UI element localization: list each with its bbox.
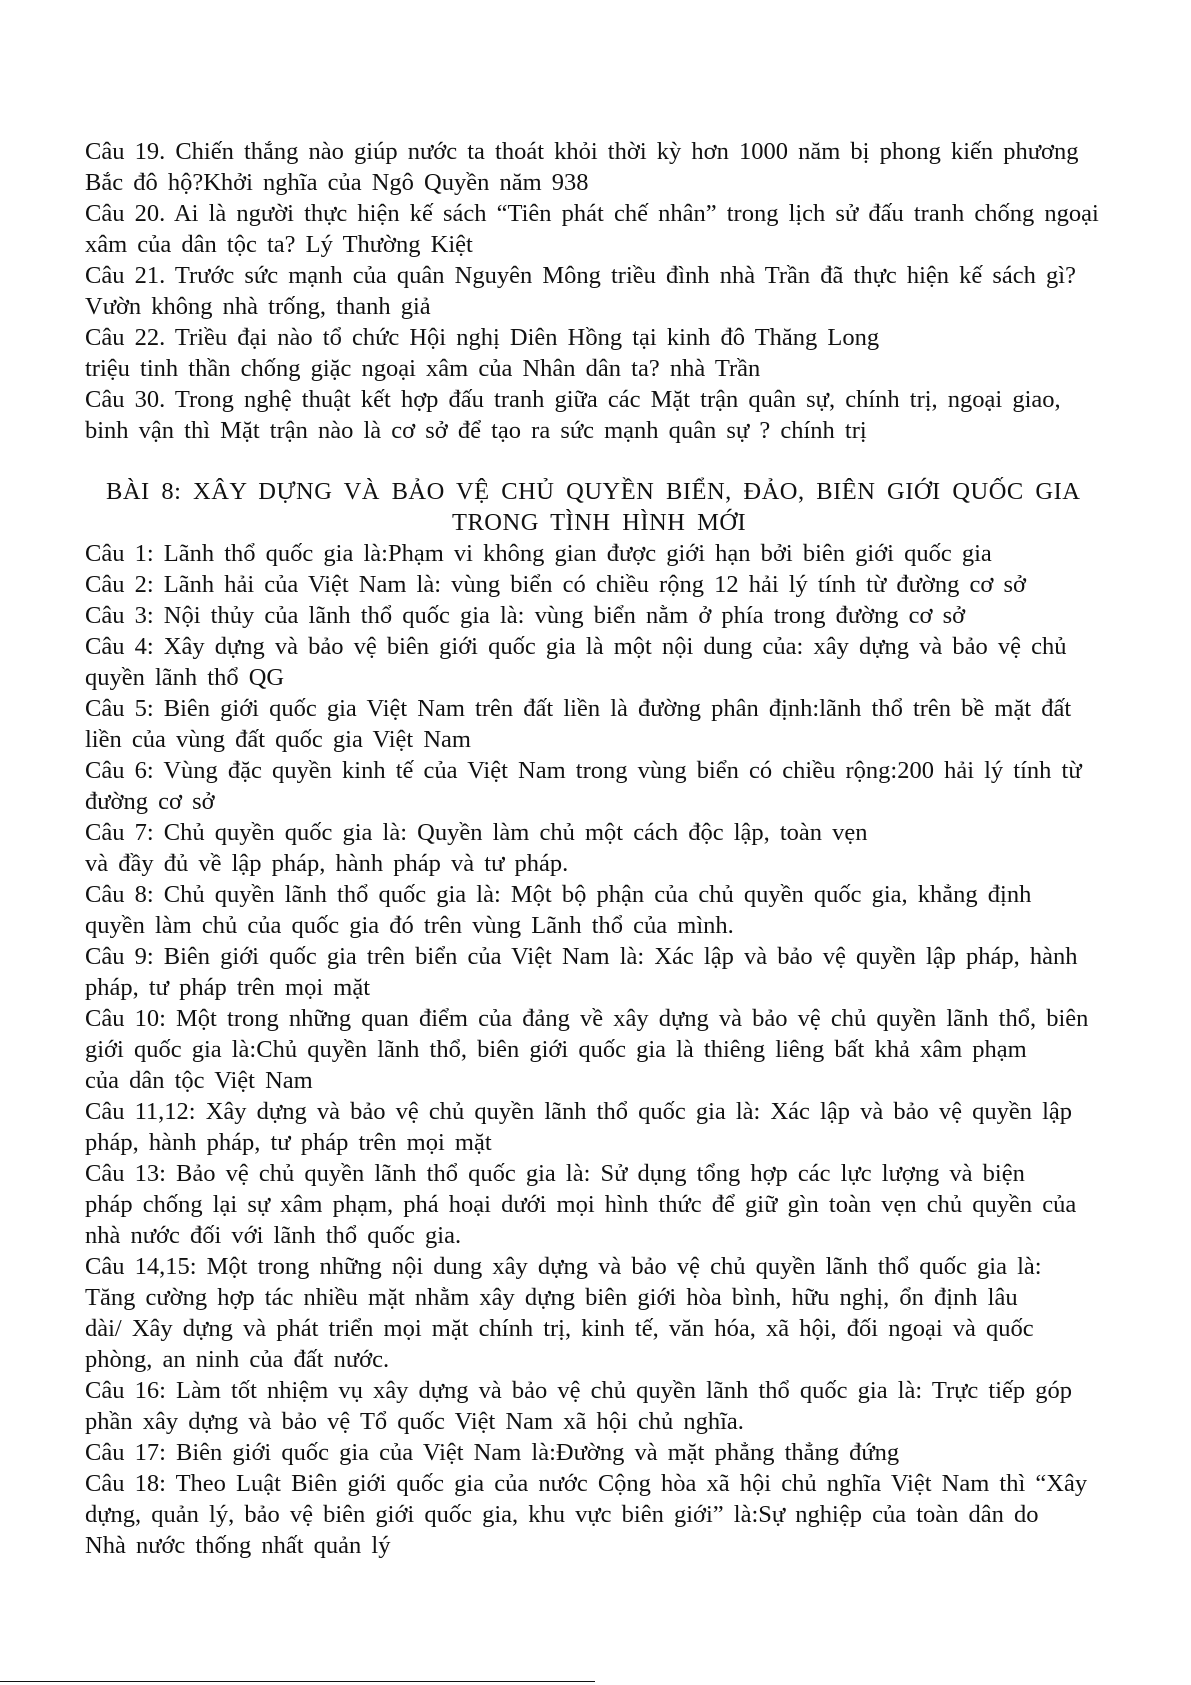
text-line: dài/ Xây dựng và phát triển mọi mặt chính trị, kinh tế, văn hóa, xã hội, đối ngoại và quốc — [85, 1315, 1034, 1342]
text-line: Câu 17: Biên giới quốc gia của Việt Nam là:Đường và mặt phẳng thẳng đứng — [85, 1439, 900, 1466]
text-line: pháp, tư pháp trên mọi mặt — [85, 974, 371, 1001]
text-line: Câu 21. Trước sức mạnh của quân Nguyên Mông triều đình nhà Trần đã thực hiện kế sách gì? — [85, 262, 1076, 289]
text-line: dựng, quản lý, bảo vệ biên giới quốc gia, khu vực biên giới” là:Sự nghiệp của toàn dân do — [85, 1501, 1039, 1528]
text-line: pháp chống lại sự xâm phạm, phá hoại dưới mọi hình thức để giữ gìn toàn vẹn chủ quyền của — [85, 1191, 1077, 1218]
text-line: Nhà nước thống nhất quản lý — [85, 1532, 391, 1559]
text-line: phần xây dựng và bảo vệ Tổ quốc Việt Nam xã hội chủ nghĩa. — [85, 1408, 744, 1435]
text-line: và đầy đủ về lập pháp, hành pháp và tư pháp. — [85, 850, 569, 877]
text-line: Câu 18: Theo Luật Biên giới quốc gia của nước Cộng hòa xã hội chủ nghĩa Việt Nam thì “Xây — [85, 1470, 1088, 1497]
section-heading — [85, 476, 1191, 538]
text-line: Câu 4: Xây dựng và bảo vệ biên giới quốc gia là một nội dung của: xây dựng và bảo vệ chủ — [85, 633, 1067, 660]
text-line: Vườn không nhà trống, thanh giả — [85, 293, 431, 320]
text-line: Câu 10: Một trong những quan điểm của đảng về xây dựng và bảo vệ chủ quyền lãnh thổ, biên — [85, 1005, 1089, 1032]
section-gap — [85, 446, 1191, 476]
document-body — [85, 136, 1191, 1561]
text-line: của dân tộc Việt Nam — [85, 1067, 313, 1094]
text-line: Câu 16: Làm tốt nhiệm vụ xây dựng và bảo vệ chủ quyền lãnh thổ quốc gia là: Trực tiếp góp — [85, 1377, 1073, 1404]
text-line: Câu 2: Lãnh hải của Việt Nam là: vùng biển có chiều rộng 12 hải lý tính từ đường cơ sở — [85, 571, 1026, 598]
text-line: pháp, hành pháp, tư pháp trên mọi mặt — [85, 1129, 492, 1156]
text-line: binh vận thì Mặt trận nào là cơ sở để tạo ra sức mạnh quân sự ? chính trị — [85, 417, 867, 444]
previous-section — [85, 136, 1191, 446]
text-line: Câu 6: Vùng đặc quyền kinh tế của Việt Nam trong vùng biển có chiều rộng:200 hải lý tính từ — [85, 757, 1082, 784]
text-line: đường cơ sở — [85, 788, 215, 815]
text-line: Câu 1: Lãnh thổ quốc gia là:Phạm vi không gian được giới hạn bởi biên giới quốc gia — [85, 540, 992, 567]
text-line: liền của vùng đất quốc gia Việt Nam — [85, 726, 471, 753]
text-line: Câu 22. Triều đại nào tổ chức Hội nghị Diên Hồng tại kinh đô Thăng Long — [85, 324, 880, 351]
text-line: Câu 5: Biên giới quốc gia Việt Nam trên đất liền là đường phân định:lãnh thổ trên bề mặt đất — [85, 695, 1072, 722]
text-line: Câu 19. Chiến thắng nào giúp nước ta thoát khỏi thời kỳ hơn 1000 năm bị phong kiến phương — [85, 138, 1079, 165]
heading-line-2: TRONG TÌNH HÌNH MỚI — [452, 509, 747, 536]
bai8-section — [85, 538, 1191, 1561]
text-line: Câu 13: Bảo vệ chủ quyền lãnh thổ quốc gia là: Sử dụng tổng hợp các lực lượng và biện — [85, 1160, 1025, 1187]
heading-line-1: BÀI 8: XÂY DỰNG VÀ BẢO VỆ CHỦ QUYỀN BIỂN, ĐẢO, BIÊN GIỚI QUỐC GIA — [106, 478, 1081, 505]
text-line: Câu 11,12: Xây dựng và bảo vệ chủ quyền lãnh thổ quốc gia là: Xác lập và bảo vệ quyền lập — [85, 1098, 1073, 1125]
text-line: Câu 20. Ai là người thực hiện kế sách “Tiên phát chế nhân” trong lịch sử đấu tranh chống ngoại — [85, 200, 1099, 227]
text-line: Câu 9: Biên giới quốc gia trên biển của Việt Nam là: Xác lập và bảo vệ quyền lập pháp, hành — [85, 943, 1078, 970]
text-line: Câu 8: Chủ quyền lãnh thổ quốc gia là: Một bộ phận của chủ quyền quốc gia, khẳng định — [85, 881, 1032, 908]
text-line: quyền làm chủ của quốc gia đó trên vùng Lãnh thổ của mình. — [85, 912, 734, 939]
text-line: quyền lãnh thổ QG — [85, 664, 285, 691]
text-line: giới quốc gia là:Chủ quyền lãnh thổ, biên giới quốc gia là thiêng liêng bất khả xâm phạm — [85, 1036, 1027, 1063]
text-line: Tăng cường hợp tác nhiều mặt nhằm xây dựng biên giới hòa bình, hữu nghị, ổn định lâu — [85, 1284, 1018, 1311]
text-line: nhà nước đối với lãnh thổ quốc gia. — [85, 1222, 462, 1249]
text-line: triệu tinh thần chống giặc ngoại xâm của Nhân dân ta? nhà Trần — [85, 355, 761, 382]
text-line: Câu 3: Nội thủy của lãnh thổ quốc gia là: vùng biển nằm ở phía trong đường cơ sở — [85, 602, 966, 629]
text-line: Câu 14,15: Một trong những nội dung xây dựng và bảo vệ chủ quyền lãnh thổ quốc gia là: — [85, 1253, 1042, 1280]
text-line: phòng, an ninh của đất nước. — [85, 1346, 390, 1373]
text-line: Câu 7: Chủ quyền quốc gia là: Quyền làm chủ một cách độc lập, toàn vẹn — [85, 819, 868, 846]
text-line: Bắc đô hộ?Khởi nghĩa của Ngô Quyền năm 938 — [85, 169, 589, 196]
text-line: xâm của dân tộc ta? Lý Thường Kiệt — [85, 231, 473, 258]
text-line: Câu 30. Trong nghệ thuật kết hợp đấu tranh giữa các Mặt trận quân sự, chính trị, ngoại giao, — [85, 386, 1061, 413]
page-bottom-rule — [0, 1681, 595, 1682]
